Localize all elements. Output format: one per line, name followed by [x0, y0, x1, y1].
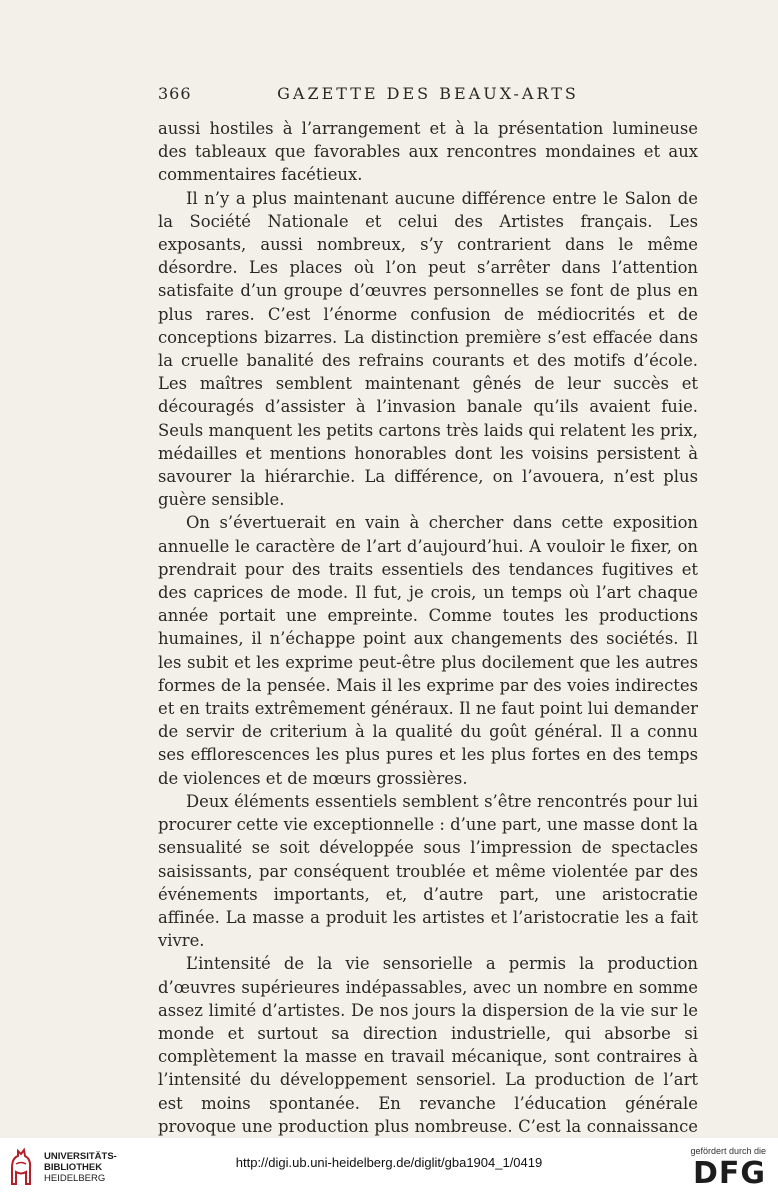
library-name-line-3: HEIDELBERG	[44, 1173, 106, 1184]
page-header	[158, 84, 698, 106]
library-name-line-2: BIBLIOTHEK	[44, 1162, 103, 1173]
library-name-line-1: UNIVERSITÄTS-	[44, 1151, 117, 1162]
page-number: 366	[158, 84, 192, 103]
funder-note: gefördert durch die	[690, 1146, 766, 1156]
funder-block	[690, 1146, 766, 1189]
body-text	[158, 117, 698, 1161]
paragraph-1: aussi hostiles à l’arrangement et à la présentation lumineuse des tableaux que favorables aux rencontres mondaines et aux commentaires facétieux.	[158, 119, 698, 185]
running-title: GAZETTE DES BEAUX-ARTS	[277, 84, 579, 103]
footer-bar	[0, 1138, 778, 1197]
paragraph-2: Il n’y a plus maintenant aucune différence entre le Salon de la Société Nationale et celui des Artistes français. Les exposants, aussi nombreux, s’y contrarient dans le même désordre. Les places où l’on peut s’arrêter dans l’attention satisfaite d’un groupe d’œuvres personnelles se font de plus en plus rares. C’est l’énorme confusion de médiocrités et de conceptions bizarres. La distinction première s’est effacée dans la cruelle banalité des refrains courants et des motifs d’école. Les maîtres semblent maintenant gênés de leur succès et découragés d’assister à l’invasion banale qu’ils avaient fuie. Seuls manquent les petits cartons très laids qui relatent les prix, médailles et mentions honorables dont les voisins persistent à savourer la hiérarchie. La différence, on l’avouera, n’est plus guère sensible.	[158, 188, 698, 510]
paragraph-5: L’intensité de la vie sensorielle a permis la production d’œuvres supérieures indépassables, avec un nombre en somme assez limité d’artistes. De nos jours la dispersion de la vie sur le monde et surtout sa direction industrielle, qui absorbe si complètement la masse en travail mécanique, sont contraires à l’intensité du développement sensoriel. La production de l’art est moins spontanée. En revanche l’éducation générale provoque une production plus nombreuse. C’est la connaissance	[158, 954, 698, 1136]
paragraph-4: Deux éléments essentiels semblent s’être rencontrés pour lui procurer cette vie exceptionnelle : d’une part, une masse dont la sensualité se soit développée sous l’impression de spectacles saisissants, par conséquent troublée et même violentée par des événements importants, et, d’autre part, une aristocratie affinée. La masse a produit les artistes et l’aristocratie les a fait vivre.	[158, 791, 698, 951]
dfg-logo: DFG	[692, 1156, 766, 1191]
paragraph-3: On s’évertuerait en vain à chercher dans cette exposition annuelle le caractère de l’art d’aujourd’hui. A vouloir le fixer, on prendrait pour des traits essentiels des tendances fugitives et des caprices de mode. Il fut, je crois, un temps où l’art chaque année portait une empreinte. Comme toutes les productions humaines, il n’échappe point aux changements des sociétés. Il les subit et les exprime peut-être plus docilement que les autres formes de la pensée. Mais il les exprime par des voies indirectes et en traits extrêmement généraux. Il ne faut point lui demander de servir de criterium à la qualité du goût général. Il a connu ses efflorescences les plus pures et les plus fortes en des temps de violences et de mœurs grossières.	[158, 513, 698, 788]
permalink-url[interactable]: http://digi.ub.uni-heidelberg.de/diglit/gba1904_1/0419	[235, 1155, 543, 1170]
